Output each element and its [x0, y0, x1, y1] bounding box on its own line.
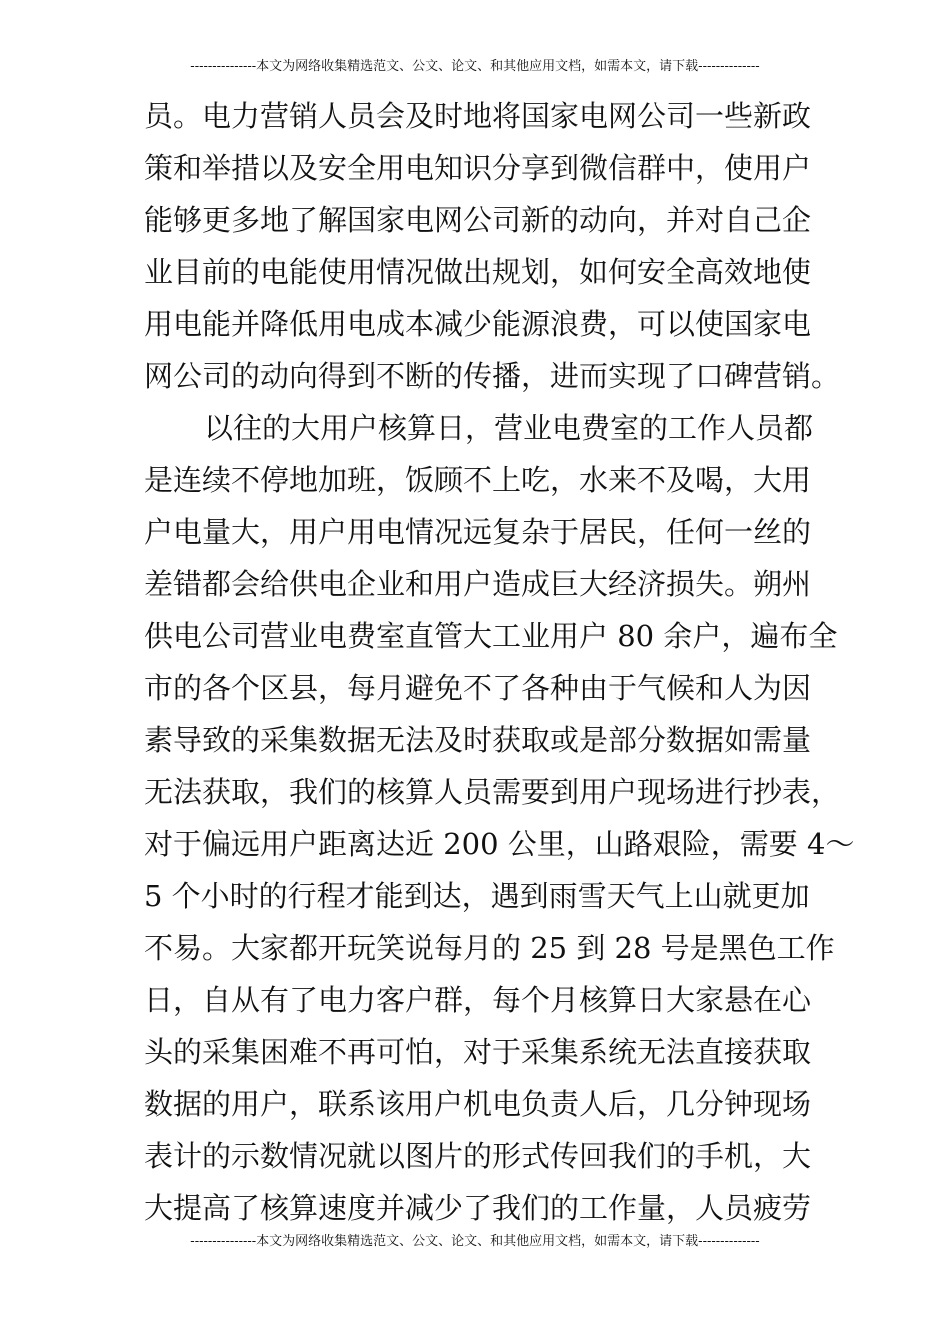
text-line: 员。电力营销人员会及时地将国家电网公司一些新政	[144, 99, 812, 133]
text-line: 素导致的采集数据无法及时获取或是部分数据如需量	[144, 723, 812, 757]
document-body	[144, 90, 855, 1234]
text-line: 市的各个区县，每月避免不了各种由于气候和人为因	[144, 671, 812, 705]
text-line: 业目前的电能使用情况做出规划，如何安全高效地使	[144, 255, 812, 289]
text-line: 户电量大，用户用电情况远复杂于居民，任何一丝的	[144, 515, 812, 549]
text-line: 大提高了核算速度并减少了我们的工作量，人员疲劳	[144, 1191, 812, 1225]
text-line: 不易。大家都开玩笑说每月的 25 到 28 号是黑色工作	[144, 931, 835, 965]
text-line: 能够更多地了解国家电网公司新的动向，并对自己企	[144, 203, 812, 237]
page-footer: ---------------本文为网络收集精选范文、公文、论文、和其他应用文档，如需本文，请下载--------------	[190, 1234, 760, 1249]
text-line: 无法获取，我们的核算人员需要到用户现场进行抄表，	[144, 775, 841, 809]
text-line: 供电公司营业电费室直管大工业用户 80 余户，遍布全	[144, 619, 838, 653]
text-line: 策和举措以及安全用电知识分享到微信群中，使用户	[144, 151, 812, 185]
text-line: 网公司的动向得到不断的传播，进而实现了口碑营销。	[144, 359, 841, 393]
text-line: 差错都会给供电企业和用户造成巨大经济损失。朔州	[144, 567, 812, 601]
text-line: 表计的示数情况就以图片的形式传回我们的手机，大	[144, 1139, 812, 1173]
text-line: 对于偏远用户距离达近 200 公里，山路艰险，需要 4～	[144, 827, 855, 861]
text-line: 头的采集困难不再可怕，对于采集系统无法直接获取	[144, 1035, 812, 1069]
text-line: 是连续不停地加班，饭顾不上吃，水来不及喝，大用	[144, 463, 812, 497]
text-line: 5 个小时的行程才能到达，遇到雨雪天气上山就更加	[144, 879, 810, 913]
page-header: ---------------本文为网络收集精选范文、公文、论文、和其他应用文档，如需本文，请下载--------------	[190, 59, 760, 74]
text-line: 日，自从有了电力客户群，每个月核算日大家悬在心	[144, 983, 812, 1017]
paragraph-start-line: 以往的大用户核算日，营业电费室的工作人员都	[204, 411, 814, 445]
text-line: 数据的用户，联系该用户机电负责人后，几分钟现场	[144, 1087, 812, 1121]
text-line: 用电能并降低用电成本减少能源浪费，可以使国家电	[144, 307, 812, 341]
